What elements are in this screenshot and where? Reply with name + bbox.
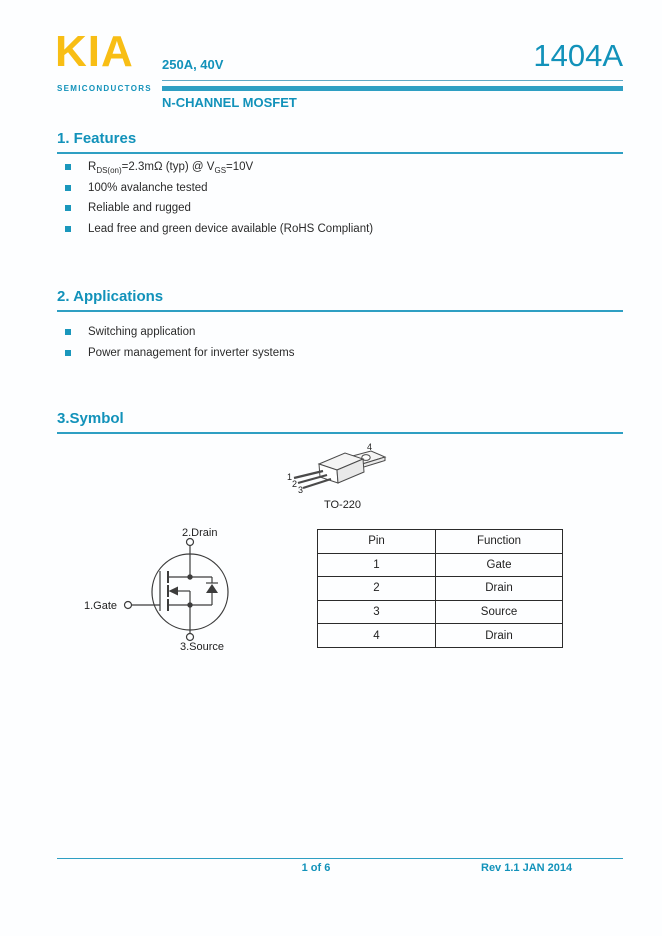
bullet-square-icon	[65, 226, 71, 232]
feature-item	[57, 219, 373, 240]
list-item-text: 100% avalanche tested	[88, 181, 208, 194]
pin-table-row	[318, 624, 563, 648]
body-arrow	[169, 587, 191, 606]
list-item-text: Lead free and green device available (RoHS Compliant)	[88, 223, 374, 236]
pin-column-header: Pin	[318, 530, 436, 554]
source-terminal-label: 3.Source	[180, 641, 225, 653]
pin-table-cell: 2	[318, 577, 436, 601]
device-rating: 250A, 40V	[162, 57, 224, 72]
pin-table-cell: Drain	[436, 577, 563, 601]
package-name-label: TO-220	[323, 499, 362, 511]
pin-function-table	[317, 529, 563, 648]
mosfet-symbol-drawing	[80, 512, 260, 662]
pin-table-cell: 4	[318, 624, 436, 648]
application-item	[57, 343, 294, 364]
pin-table-row	[318, 577, 563, 601]
bullet-square-icon	[65, 350, 71, 356]
revision-label: Rev 1.1 JAN 2014	[481, 862, 573, 874]
pin-table-row	[318, 600, 563, 624]
feature-item	[57, 198, 373, 219]
pin2-number-label: 2	[292, 479, 298, 489]
drain-terminal-label: 2.Drain	[182, 527, 218, 539]
pin3-number-label: 3	[298, 485, 304, 495]
applications-section-title: 2. Applications	[57, 288, 623, 312]
symbol-section-title: 3.Symbol	[57, 410, 623, 434]
list-item-text: Power management for inverter systems	[88, 346, 295, 359]
features-list	[57, 157, 373, 239]
feature-item	[57, 178, 373, 199]
features-section-title: 1. Features	[57, 130, 623, 154]
pin-table-body	[318, 553, 563, 647]
applications-list	[57, 322, 294, 363]
gate-terminal-label: 1.Gate	[84, 600, 118, 612]
company-logo-subtext: SEMICONDUCTORS	[57, 84, 152, 93]
pin-table-header-row	[318, 530, 563, 554]
device-summary	[162, 36, 297, 131]
pin-table-cell: 3	[318, 600, 436, 624]
header-divider-bar	[162, 86, 623, 91]
bullet-square-icon	[65, 164, 71, 170]
pin-table-cell: Drain	[436, 624, 563, 648]
feature-item	[57, 157, 373, 178]
function-column-header: Function	[436, 530, 563, 554]
list-item-text: Switching application	[88, 326, 196, 339]
to220-body	[319, 453, 364, 483]
device-type: N-CHANNEL MOSFET	[162, 95, 297, 110]
application-item	[57, 322, 294, 343]
pin-table-row	[318, 553, 563, 577]
drain-terminal	[187, 539, 194, 578]
pin-table-cell: 1	[318, 553, 436, 577]
pin1-number-label: 1	[287, 472, 293, 482]
bullet-square-icon	[65, 205, 71, 211]
bullet-square-icon	[65, 329, 71, 335]
pin-table-cell: Gate	[436, 553, 563, 577]
company-logo: KIA	[55, 27, 134, 76]
list-item-text: $R_{DS(on)}=2.3m\Omega$ (typ) @ $V_{GS}=10V$	[88, 161, 254, 175]
source-terminal	[187, 605, 194, 641]
bullet-square-icon	[65, 185, 71, 191]
pin4-number-label: 4	[367, 442, 373, 452]
footer-divider	[57, 858, 623, 859]
list-item-text: Reliable and rugged	[88, 202, 191, 215]
page-indicator: 1 of 6	[301, 862, 331, 874]
header-divider-thin	[162, 80, 623, 81]
part-number: 1404A	[533, 38, 623, 73]
body-diode	[190, 577, 218, 605]
pin-table-cell: Source	[436, 600, 563, 624]
